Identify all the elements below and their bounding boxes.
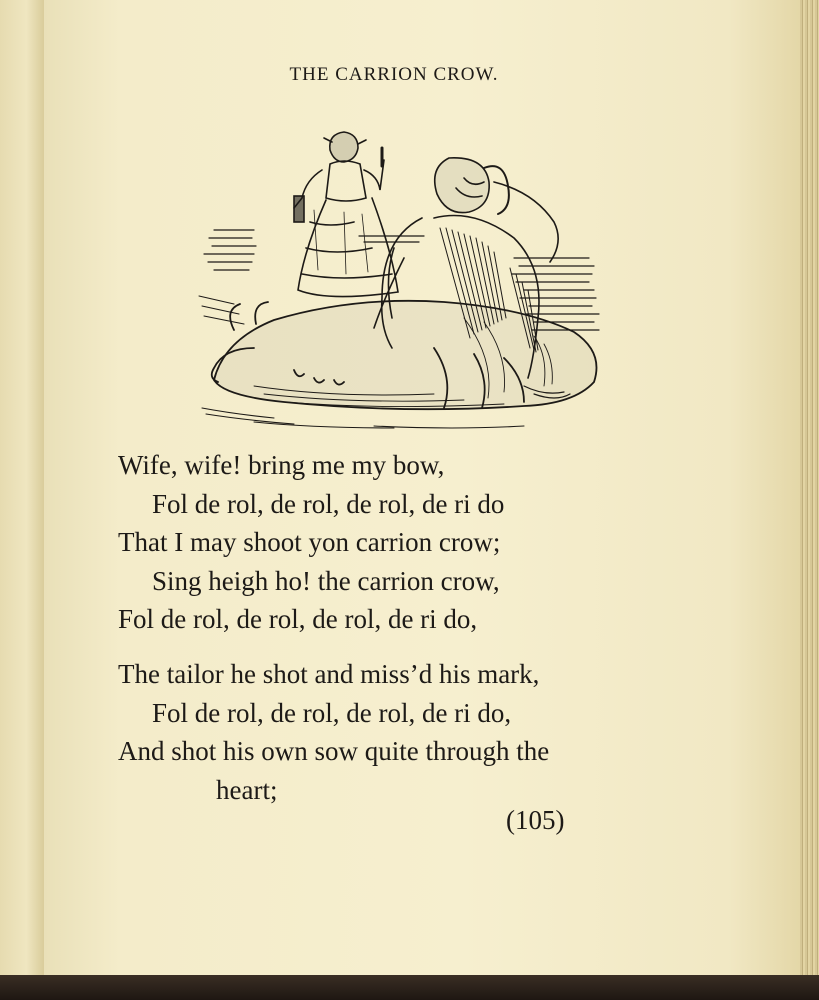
stanza-one bbox=[118, 446, 504, 639]
running-head: THE CARRION CROW. bbox=[289, 64, 499, 85]
verse-line: That I may shoot yon carrion crow; bbox=[118, 527, 501, 557]
verse-line: Fol de rol, de rol, de rol, de ri do, bbox=[152, 697, 512, 728]
verse-line: Fol de rol, de rol, de rol, de ri do bbox=[152, 488, 505, 519]
engraving-illustration bbox=[194, 118, 614, 436]
verse-line: Wife, wife! bring me my bow, bbox=[118, 450, 445, 480]
verse-line: Sing heigh ho! the carrion crow, bbox=[152, 565, 500, 596]
verse-line: The tailor he shot and miss’d his mark, bbox=[118, 659, 540, 689]
verse-line: And shot his own sow quite through the bbox=[118, 736, 550, 766]
stanza-two bbox=[118, 655, 549, 809]
verse-line: Fol de rol, de rol, de rol, de ri do, bbox=[118, 604, 478, 634]
book-cover-edge bbox=[0, 975, 819, 1000]
page-number: (105) bbox=[506, 805, 565, 835]
verse-line: heart; bbox=[216, 774, 278, 805]
page-block-edge bbox=[800, 0, 819, 975]
book-page bbox=[44, 0, 804, 975]
facing-page-edge bbox=[0, 0, 46, 975]
